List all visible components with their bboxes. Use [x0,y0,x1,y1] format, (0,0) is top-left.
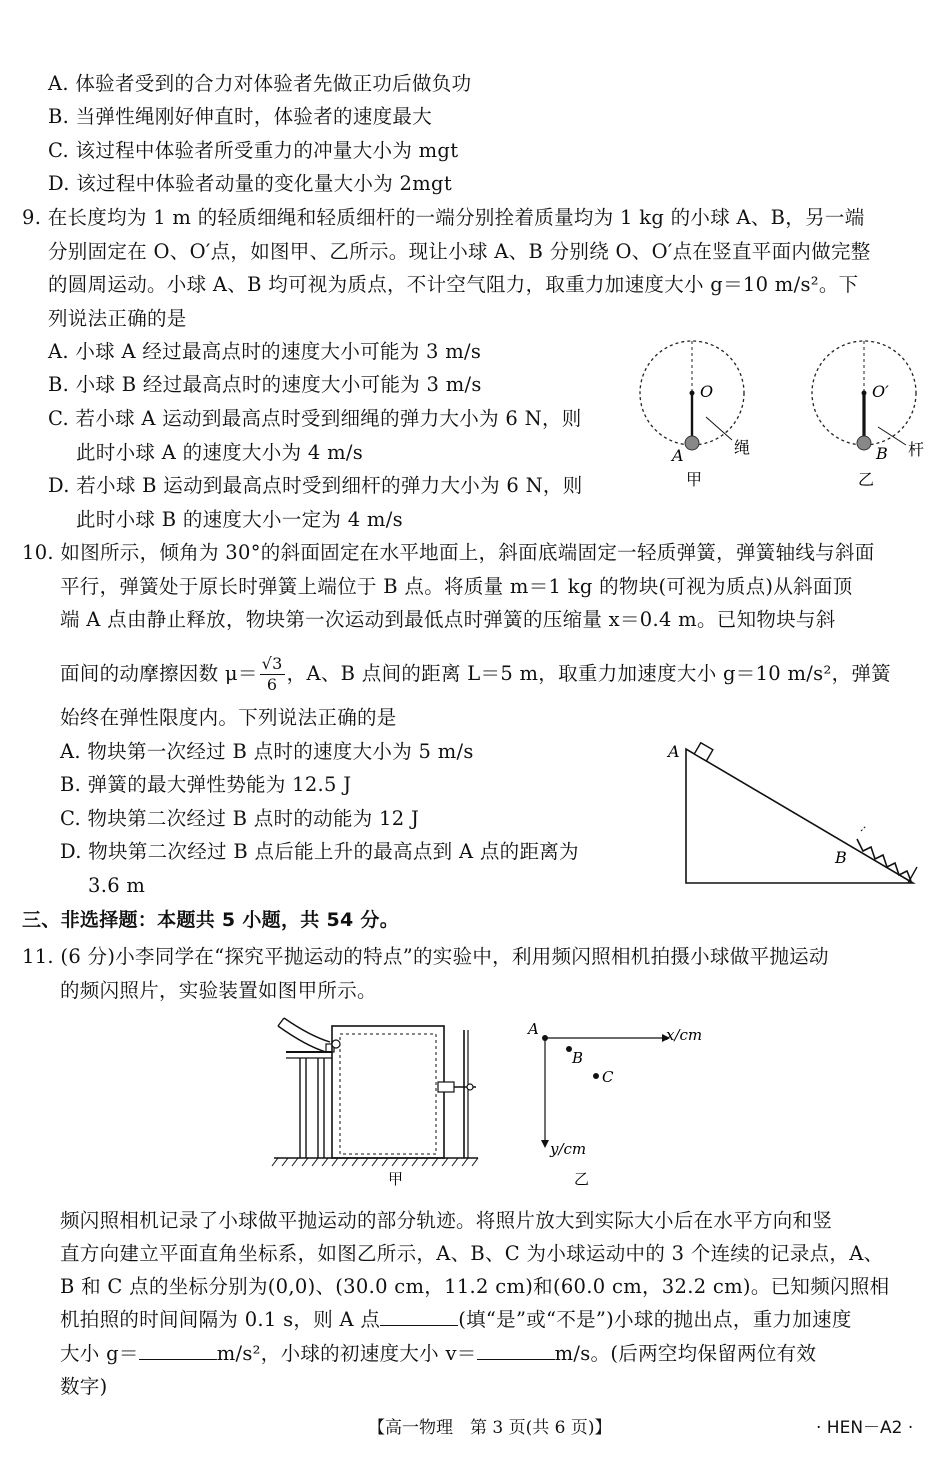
q10-stem4-pre: 面间的动摩擦因数 μ＝ [60,662,258,685]
ball-b [857,436,871,450]
block [694,743,713,761]
q8-option-a: A. 体验者受到的合力对体验者先做正功后做负功 [48,72,472,95]
section-heading: 三、非选择题：本题共 5 小题，共 54 分。 [22,909,400,931]
q11-body-line: 频闪照相机记录了小球做平抛运动的部分轨迹。将照片放大到实际大小后在水平方向和竖 [60,1209,833,1232]
q8-option-c: C. 该过程中体验者所受重力的冲量大小为 mgt [48,139,459,162]
incline-figure [665,735,935,890]
q10-stem-line: 10. 如图所示，倾角为 30°的斜面固定在水平地面上，斜面底端固定一轻质弹簧，弹簧轴线与斜面 [22,541,875,564]
q10-stem-line: 平行，弹簧处于原长时弹簧上端位于 B 点。将质量 m＝1 kg 的物块(可视为质点)从斜面顶 [60,575,853,598]
paper-code: · HEN－A2 · [816,1418,914,1438]
chute [284,1018,330,1042]
caption-yi: 乙 [574,1170,590,1188]
label-a: A [668,742,680,761]
frac-denominator: 6 [266,675,278,694]
q11-body5-c: m/s。(后两空均保留两位有效 [554,1342,817,1365]
coordinate-figure [522,1012,722,1190]
q9-option-d-cont: 此时小球 B 的速度大小一定为 4 m/s [76,508,403,531]
q9-option-b: B. 小球 B 经过最高点时的速度大小可能为 3 m/s [48,373,482,396]
q11-body4-b: (填“是”或“不是”)小球的抛出点，重力加速度 [458,1308,852,1331]
label-a: A [528,1020,539,1038]
label-b: B [876,444,888,463]
board [332,1026,444,1158]
q9-stem-line: 的圆周运动。小球 A、B 均可视为质点，不计空气阻力，取重力加速度大小 g＝10 m/s²。下 [48,273,859,296]
paper [340,1034,436,1154]
q10-stem-line: 端 A 点由静止释放，物块第一次运动到最低点时弹簧的压缩量 x＝0.4 m。已知物块与斜 [60,608,836,631]
frac-numerator: √3 [261,654,283,673]
q11-body-line: 直方向建立平面直角坐标系，如图乙所示，A、B、C 为小球运动中的 3 个连续的记录点，A、 [60,1242,884,1265]
q11-body-line [60,1341,816,1367]
label-rope: 绳 [734,438,751,457]
answer-blank-throw-point[interactable] [380,1307,458,1326]
q10-option-a: A. 物块第一次经过 B 点时的速度大小为 5 m/s [60,740,474,763]
answer-blank-v[interactable] [477,1341,555,1360]
incline-plane [686,749,913,883]
q9-option-c: C. 若小球 A 运动到最高点时受到细绳的弹力大小为 6 N，则 [48,407,582,430]
caption-jia: 甲 [388,1170,404,1188]
q10-stem-line: 始终在弹性限度内。下列说法正确的是 [60,706,397,729]
release-ball [332,1040,340,1048]
clamp [438,1082,454,1092]
q9-option-a: A. 小球 A 经过最高点时的速度大小可能为 3 m/s [48,340,482,363]
spring [857,839,911,881]
q8-option-b: B. 当弹性绳刚好伸直时，体验者的速度最大 [48,105,433,128]
caption-jia: 甲 [686,470,703,489]
q9-stem-line: 列说法正确的是 [48,307,187,330]
q8-option-d: D. 该过程中体验者动量的变化量大小为 2mgt [48,172,452,195]
label-b: B [835,848,847,867]
q10-stem4-post: ，A、B 点间的距离 L＝5 m，取重力加速度大小 g＝10 m/s²，弹簧 [286,662,891,685]
x-axis-label: x/cm [666,1026,703,1044]
q11-body-line: 数字) [60,1375,108,1398]
q11-stem-line: 11. (6 分)小李同学在“探究平抛运动的特点”的实验中，利用频闪照相机拍摄小球做平抛运动 [22,945,829,968]
point-c [593,1073,599,1079]
q10-option-d: D. 物块第二次经过 B 点后能上升的最高点到 A 点的距离为 [60,840,579,863]
answer-blank-g[interactable] [139,1341,217,1360]
mu-fraction [260,656,285,693]
label-a: A [672,446,684,465]
label-b: B [572,1049,584,1067]
q9-option-c-cont: 此时小球 A 的速度大小为 4 m/s [76,441,364,464]
q11-body5-b: m/s²，小球的初速度大小 v＝ [216,1342,477,1365]
page-footer: 【高一物理 第 3 页(共 6 页)】 [368,1418,612,1438]
q10-stem-line-frac [60,656,891,693]
y-axis-label: y/cm [550,1140,587,1158]
q9-stem-line: 9. 在长度均为 1 m 的轻质细绳和轻质细杆的一端分别拴着质量均为 1 kg 的小球 A、B，另一端 [22,206,865,229]
point-a [542,1035,548,1041]
label-o: O [700,382,714,401]
q9-figures [630,335,930,500]
ball-a [685,436,699,450]
q11-body-line [60,1307,852,1333]
q9-stem-line: 分别固定在 O、O′点，如图甲、乙所示。现让小球 A、B 分别绕 O、O′点在竖直平面内做完整 [48,240,871,263]
label-c: C [602,1068,614,1086]
q10-option-b: B. 弹簧的最大弹性势能为 12.5 J [60,773,352,796]
q11-body4-a: 机拍照的时间间隔为 0.1 s，则 A 点 [60,1308,381,1331]
q10-option-c: C. 物块第二次经过 B 点时的动能为 12 J [60,807,420,830]
label-o-prime: O′ [872,382,889,401]
q10-option-d-cont: 3.6 m [88,874,146,897]
caption-yi: 乙 [858,470,875,489]
figure-yi [812,341,924,489]
q9-option-d: D. 若小球 B 运动到最高点时受到细杆的弹力大小为 6 N，则 [48,474,583,497]
apparatus-figure [270,1010,480,1188]
figure-jia [640,341,750,489]
q11-stem-line: 的频闪照片，实验装置如图甲所示。 [60,979,377,1002]
label-rod: 杆 [908,440,925,459]
q11-body5-a: 大小 g＝ [60,1342,139,1365]
q11-body-line: B 和 C 点的坐标分别为(0,0)、(30.0 cm，11.2 cm)和(60.0 cm，32.2 cm)。已知频闪照相 [60,1275,890,1298]
